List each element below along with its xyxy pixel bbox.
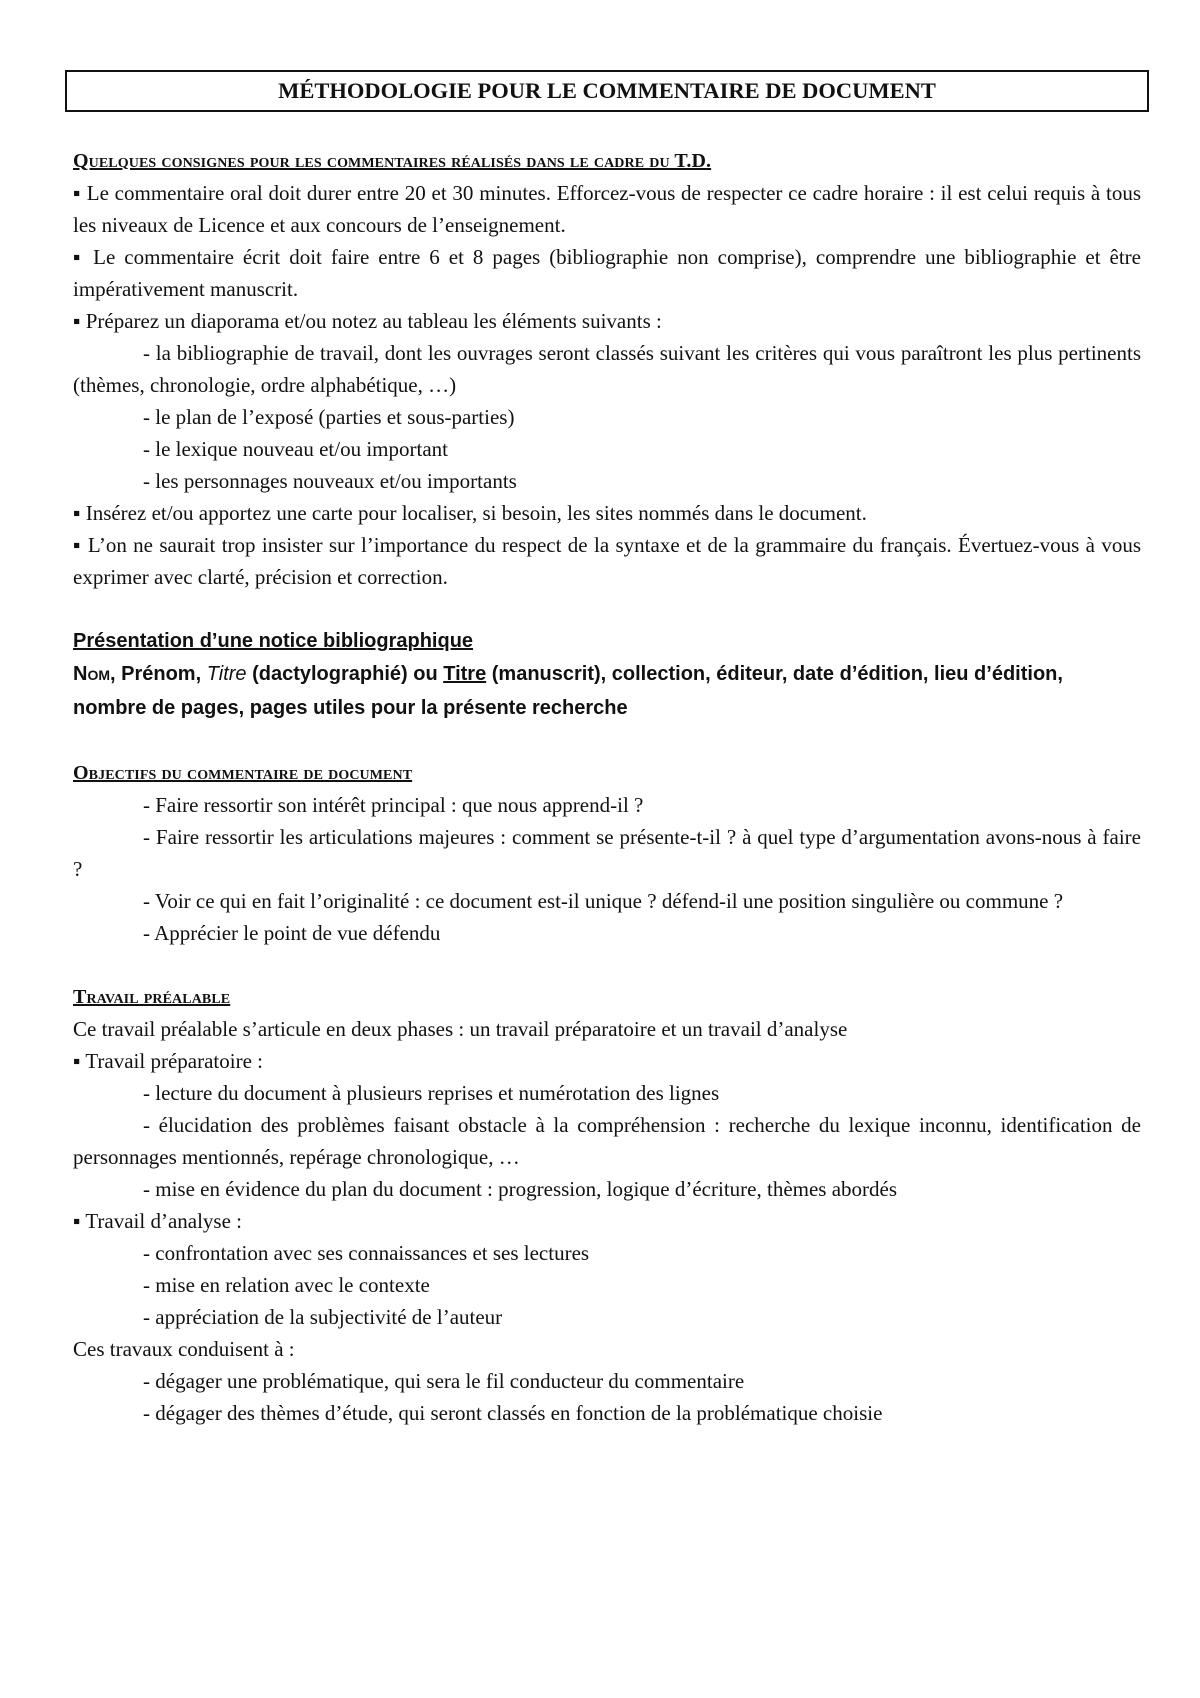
label-travail-preparatoire: ▪ Travail préparatoire : [73, 1049, 263, 1073]
paragraph-diaporama: ▪ Préparez un diaporama et/ou notez au tableau les éléments suivants : [73, 309, 662, 333]
list-item-point-de-vue: - Apprécier le point de vue défendu [143, 921, 441, 945]
list-item-subjectivite: - appréciation de la subjectivité de l’auteur [143, 1305, 503, 1329]
notice-dactylo: (dactylographié) ou [246, 663, 444, 685]
list-item-plan: - le plan de l’exposé (parties et sous-parties) [143, 405, 515, 429]
section-heading-travail: Travail préalable [73, 986, 231, 1008]
label-conclusion: Ces travaux conduisent à : [73, 1337, 295, 1361]
list-item-personnages: - les personnages nouveaux et/ou importants [143, 469, 517, 493]
document-page [73, 70, 1141, 1429]
notice-rest: (manuscrit), collection, éditeur, date d’édition, lieu d’édition, nombre de pages, pages utiles pour la présente recherche [73, 663, 1063, 719]
list-item-lecture: - lecture du document à plusieurs reprises et numérotation des lignes [143, 1081, 720, 1105]
list-item-articulations: - Faire ressortir les articulations majeures : comment se présente-t-il ? à quel type d’argumentation avons-nous à faire ? [73, 825, 1141, 881]
list-item-problematique: - dégager une problématique, qui sera le fil conducteur du commentaire [143, 1369, 745, 1393]
notice-titre-underline: Titre [443, 663, 487, 685]
list-item-plan-document: - mise en évidence du plan du document : progression, logique d’écriture, thèmes abordés [143, 1177, 898, 1201]
list-item-interet: - Faire ressortir son intérêt principal : que nous apprend-il ? [143, 793, 644, 817]
notice-nom: Nom [73, 663, 110, 685]
notice-titre-italic: Titre [206, 663, 247, 685]
list-item-lexique: - le lexique nouveau et/ou important [143, 437, 448, 461]
list-item-bibliographie: - la bibliographie de travail, dont les ouvrages seront classés suivant les critères qui vous paraîtront les plus pertinents (thèmes, chronologie, ordre alphabétique, …) [73, 341, 1141, 397]
section-heading-objectifs: Objectifs du commentaire de document [73, 762, 413, 784]
notice-format [73, 657, 1141, 725]
list-item-themes: - dégager des thèmes d’étude, qui seront classés en fonction de la problématique choisie [143, 1401, 883, 1425]
section-heading-notice: Présentation d’une notice bibliographique [73, 630, 474, 652]
paragraph-ecrit: ▪ Le commentaire écrit doit faire entre 6 et 8 pages (bibliographie non comprise), comprendre une bibliographie et être impérativement manuscrit. [73, 245, 1141, 301]
paragraph-syntaxe: ▪ L’on ne saurait trop insister sur l’importance du respect de la syntaxe et de la grammaire du français. Évertuez-vous à vous exprimer avec clarté, précision et correction. [73, 533, 1141, 589]
label-travail-analyse: ▪ Travail d’analyse : [73, 1209, 243, 1233]
paragraph-oral: ▪ Le commentaire oral doit durer entre 20 et 30 minutes. Efforcez-vous de respecter ce cadre horaire : il est celui requis à tous les niveaux de Licence et aux concours de l’enseignement. [73, 181, 1141, 237]
section-heading-consignes: Quelques consignes pour les commentaires réalisés dans le cadre du T.D. [73, 150, 712, 172]
list-item-confrontation: - confrontation avec ses connaissances et ses lectures [143, 1241, 590, 1265]
paragraph-travail-intro: Ce travail préalable s’articule en deux phases : un travail préparatoire et un travail d’analyse [73, 1017, 848, 1041]
paragraph-carte: ▪ Insérez et/ou apportez une carte pour localiser, si besoin, les sites nommés dans le document. [73, 501, 867, 525]
list-item-elucidation: - élucidation des problèmes faisant obstacle à la compréhension : recherche du lexique inconnu, identification de personnages mentionnés, repérage chronologique, … [73, 1113, 1141, 1169]
document-title: MÉTHODOLOGIE POUR LE COMMENTAIRE DE DOCUMENT [65, 70, 1149, 112]
notice-prenom: , Prénom, [110, 663, 207, 685]
list-item-contexte: - mise en relation avec le contexte [143, 1273, 430, 1297]
list-item-originalite: - Voir ce qui en fait l’originalité : ce document est-il unique ? défend-il une position singulière ou commune ? [143, 889, 1064, 913]
